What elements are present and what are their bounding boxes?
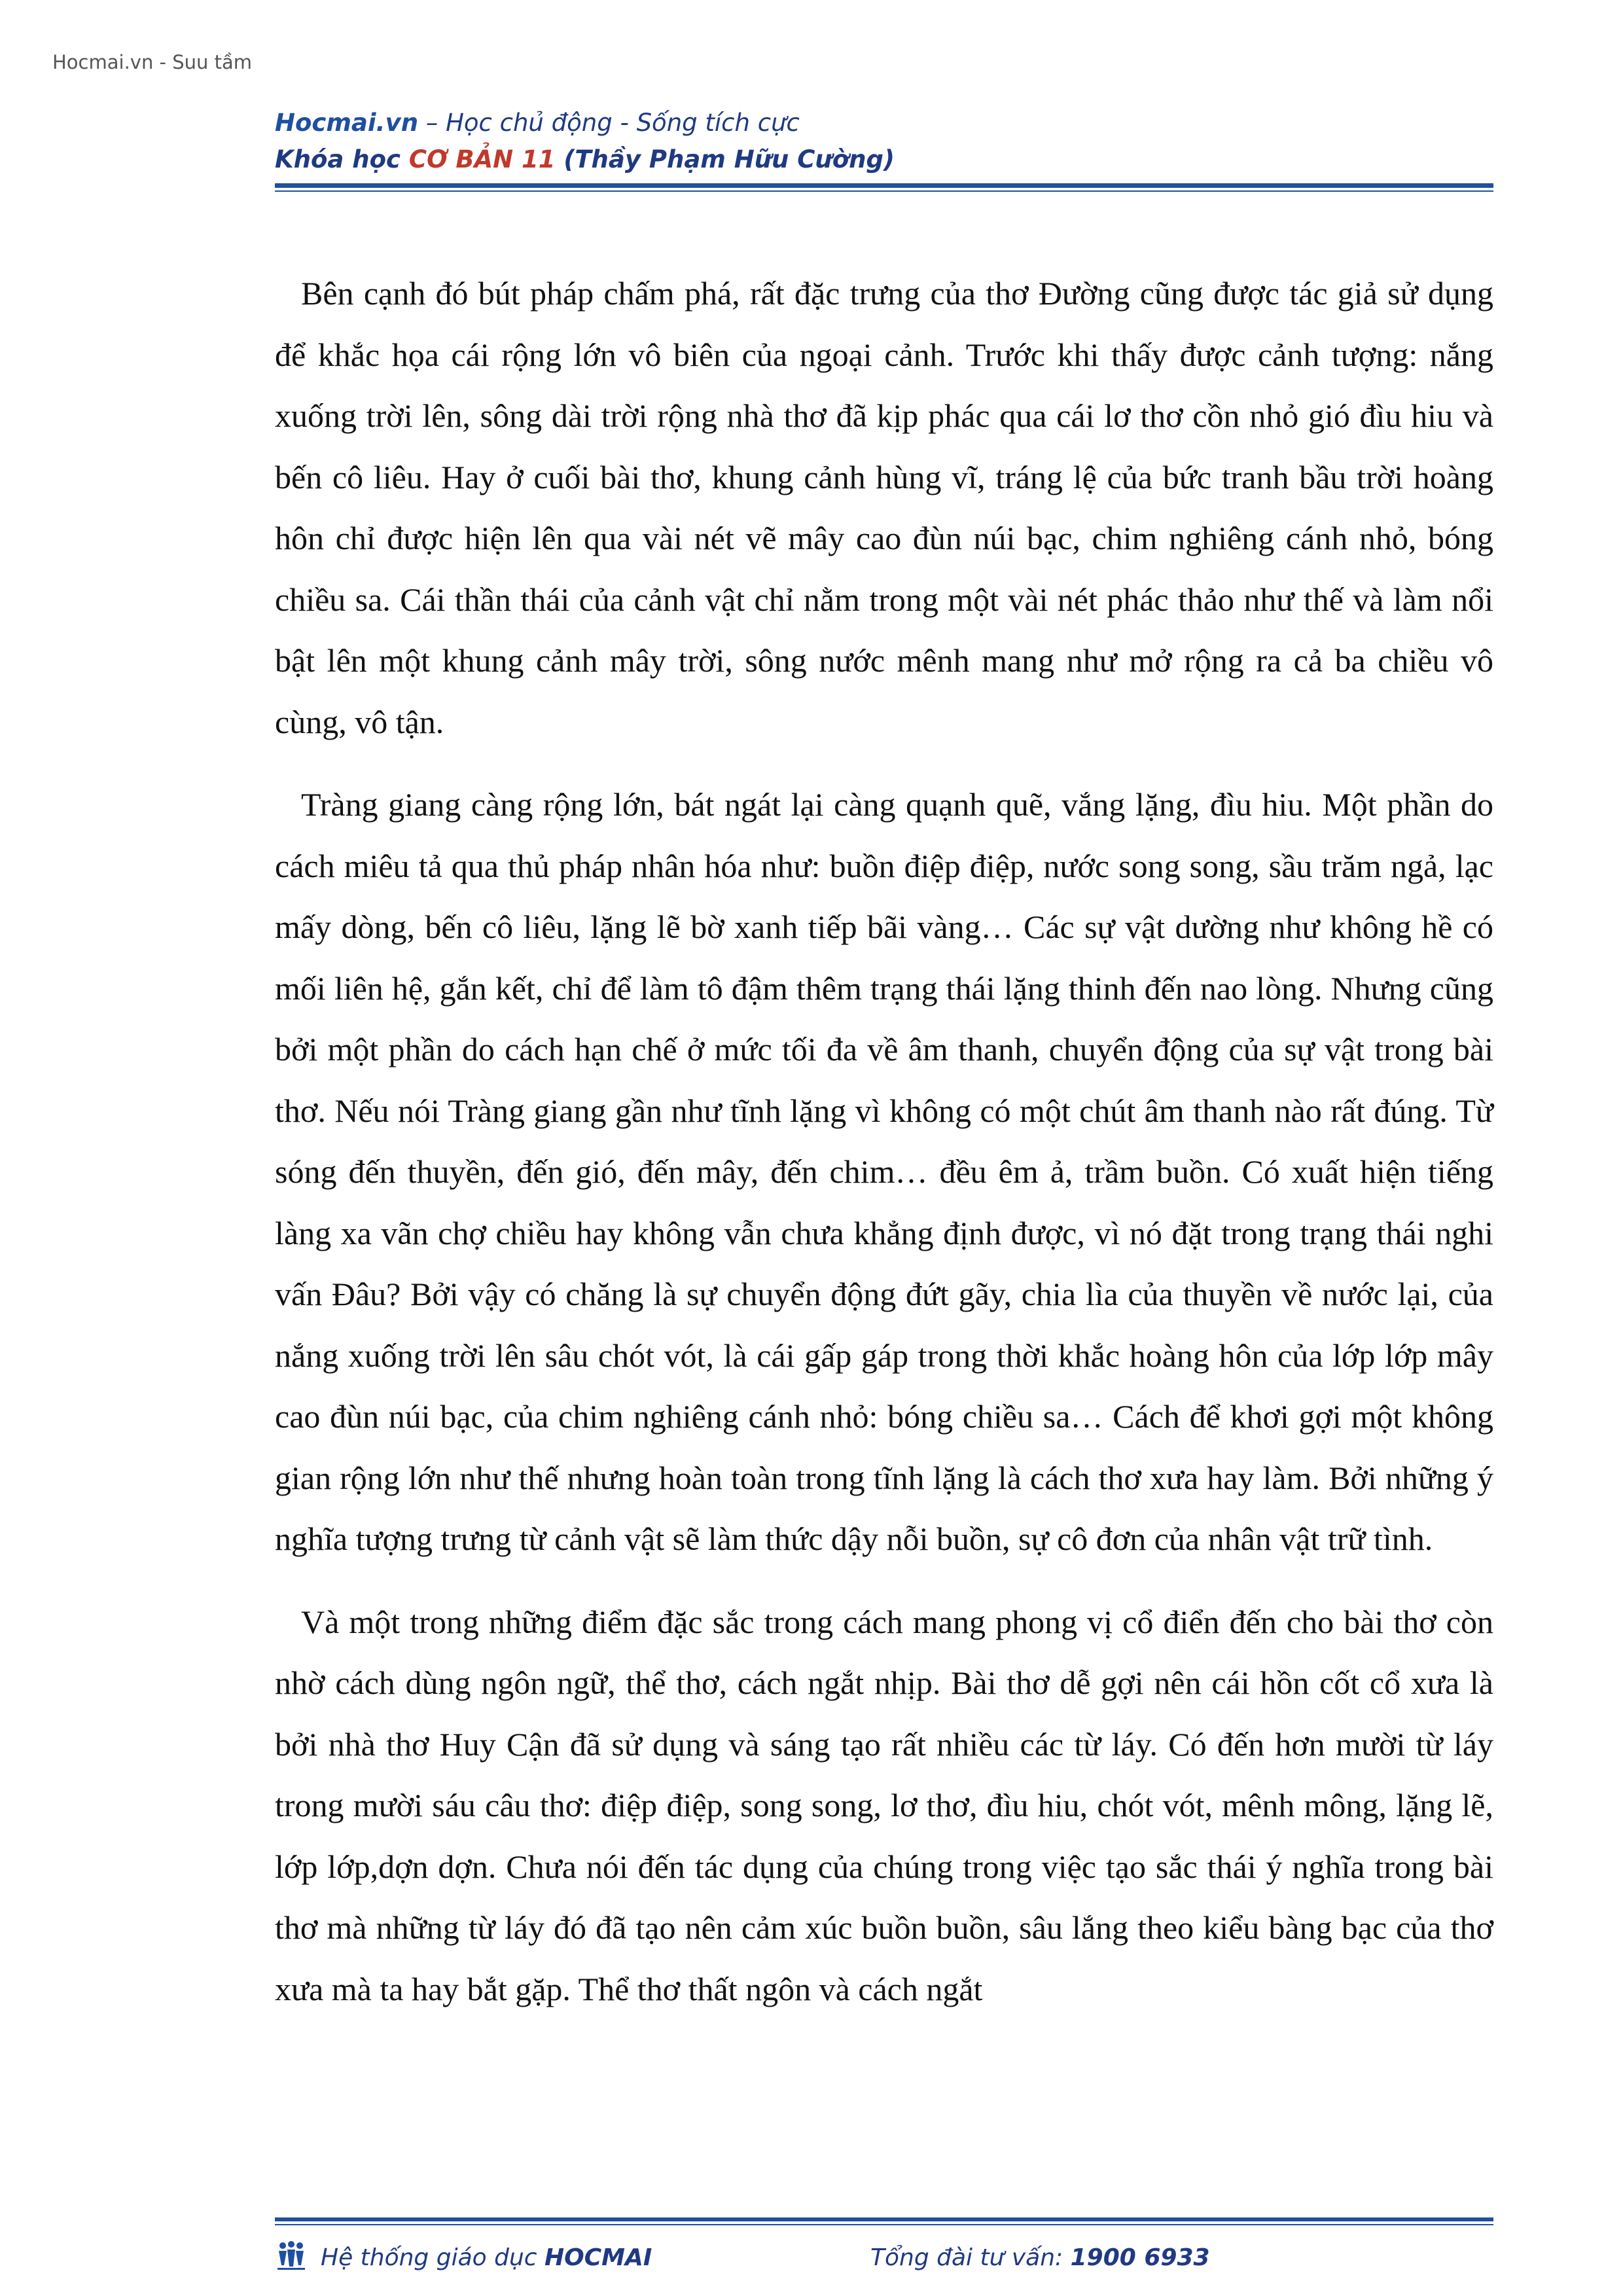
page-header — [275, 105, 895, 178]
hotline-number[interactable]: 1900 6933 — [1070, 2244, 1210, 2271]
brand-tagline: – Học chủ động - Sống tích cực — [418, 109, 800, 137]
header-divider-thin — [275, 190, 1493, 192]
footer-hotline — [870, 2244, 1210, 2271]
brand-name[interactable]: Hocmai.vn — [275, 109, 419, 137]
paragraph-3: Và một trong những điểm đặc sắc trong cách mang phong vị cổ điển đến cho bài thơ còn nhờ cách dùng ngôn ngữ, thể thơ, cách ngắt nhịp. Bài thơ dễ gợi nên cái hồn cốt cổ xưa là bởi nhà thơ Huy Cận đã sử dụng và sáng tạo rất nhiều các từ láy. Có đến hơn mười từ láy trong mười sáu câu thơ: điệp điệp, song song, lơ thơ, đìu hiu, chót vót, mênh mông, lặng lẽ, lớp lớp,dợn dợn. Chưa nói đến tác dụng của chúng trong việc tạo sắc thái ý nghĩa trong bài thơ mà những từ láy đó đã tạo nên cảm xúc buồn buồn, sâu lắng theo kiểu bàng bạc của thơ xưa mà ta hay bắt gặp. Thể thơ thất ngôn và cách ngắt — [275, 1603, 1493, 2007]
hocmai-logo-icon — [275, 2239, 308, 2272]
course-prefix: Khóa học — [275, 145, 409, 173]
course-teacher: (Thầy Phạm Hữu Cường) — [555, 145, 895, 173]
watermark-text: Hocmai.vn - Suu tầm — [52, 51, 253, 73]
page-footer — [275, 2235, 1493, 2287]
paragraph-1: Bên cạnh đó bút pháp chấm phá, rất đặc trưng của thơ Đường cũng được tác giả sử dụng để khắc họa cái rộng lớn vô biên của ngoại cảnh. Trước khi thấy được cảnh tượng: nắng xuống trời lên, sông dài trời rộng nhà thơ đã kịp phác qua cái lơ thơ cồn nhỏ gió đìu hiu và bến cô liêu. Hay ở cuối bài thơ, khung cảnh hùng vĩ, tráng lệ của bức tranh bầu trời hoàng hôn chỉ được hiện lên qua vài nét vẽ mây cao đùn núi bạc, chim nghiêng cánh nhỏ, bóng chiều sa. Cái thần thái của cảnh vật chỉ nằm trong một vài nét phác thảo như thế và làm nổi bật lên một khung cảnh mây trời, sông nước mênh mang như mở rộng ra cả ba chiều vô cùng, vô tận. — [275, 275, 1493, 740]
footer-system-prefix: Hệ thống giáo dục — [321, 2244, 545, 2271]
footer-divider-thick — [275, 2217, 1493, 2221]
course-name: CƠ BẢN 11 — [408, 145, 556, 173]
footer-system-brand[interactable]: HOCMAI — [544, 2244, 652, 2271]
document-body — [275, 263, 1493, 2020]
footer-divider-thin — [275, 2224, 1493, 2225]
header-divider-thick — [275, 183, 1493, 188]
footer-system — [321, 2244, 652, 2271]
header-line-brand — [275, 105, 895, 141]
header-line-course — [275, 141, 895, 178]
hotline-label: Tổng đài tư vấn: — [870, 2244, 1071, 2271]
paragraph-2: Tràng giang càng rộng lớn, bát ngát lại càng quạnh quẽ, vắng lặng, đìu hiu. Một phần do cách miêu tả qua thủ pháp nhân hóa như: buồn điệp điệp, nước song song, sầu trăm ngả, lạc mấy dòng, bến cô liêu, lặng lẽ bờ xanh tiếp bãi vàng… Các sự vật dường như không hề có mối liên hệ, gắn kết, chỉ để làm tô đậm thêm trạng thái lặng thinh đến nao lòng. Nhưng cũng bởi một phần do cách hạn chế ở mức tối đa về âm thanh, chuyển động của sự vật trong bài thơ. Nếu nói Tràng giang gần như tĩnh lặng vì không có một chút âm thanh nào rất đúng. Từ sóng đến thuyền, đến gió, đến mây, đến chim… đều êm ả, trầm buồn. Có xuất hiện tiếng làng xa vãn chợ chiều hay không vẫn chưa khẳng định được, vì nó đặt trong trạng thái nghi vấn Đâu? Bởi vậy có chăng là sự chuyển động đứt gãy, chia lìa của thuyền về nước lại, của nắng xuống trời lên sâu chót vót, là cái gấp gáp trong thời khắc hoàng hôn của lớp lớp mây cao đùn núi bạc, của chim nghiêng cánh nhỏ: bóng chiều sa… Cách để khơi gợi một không gian rộng lớn như thế nhưng hoàn toàn trong tĩnh lặng là cách thơ xưa hay làm. Bởi những ý nghĩa tượng trưng từ cảnh vật sẽ làm thức dậy nỗi buồn, sự cô đơn của nhân vật trữ tình. — [275, 786, 1493, 1557]
